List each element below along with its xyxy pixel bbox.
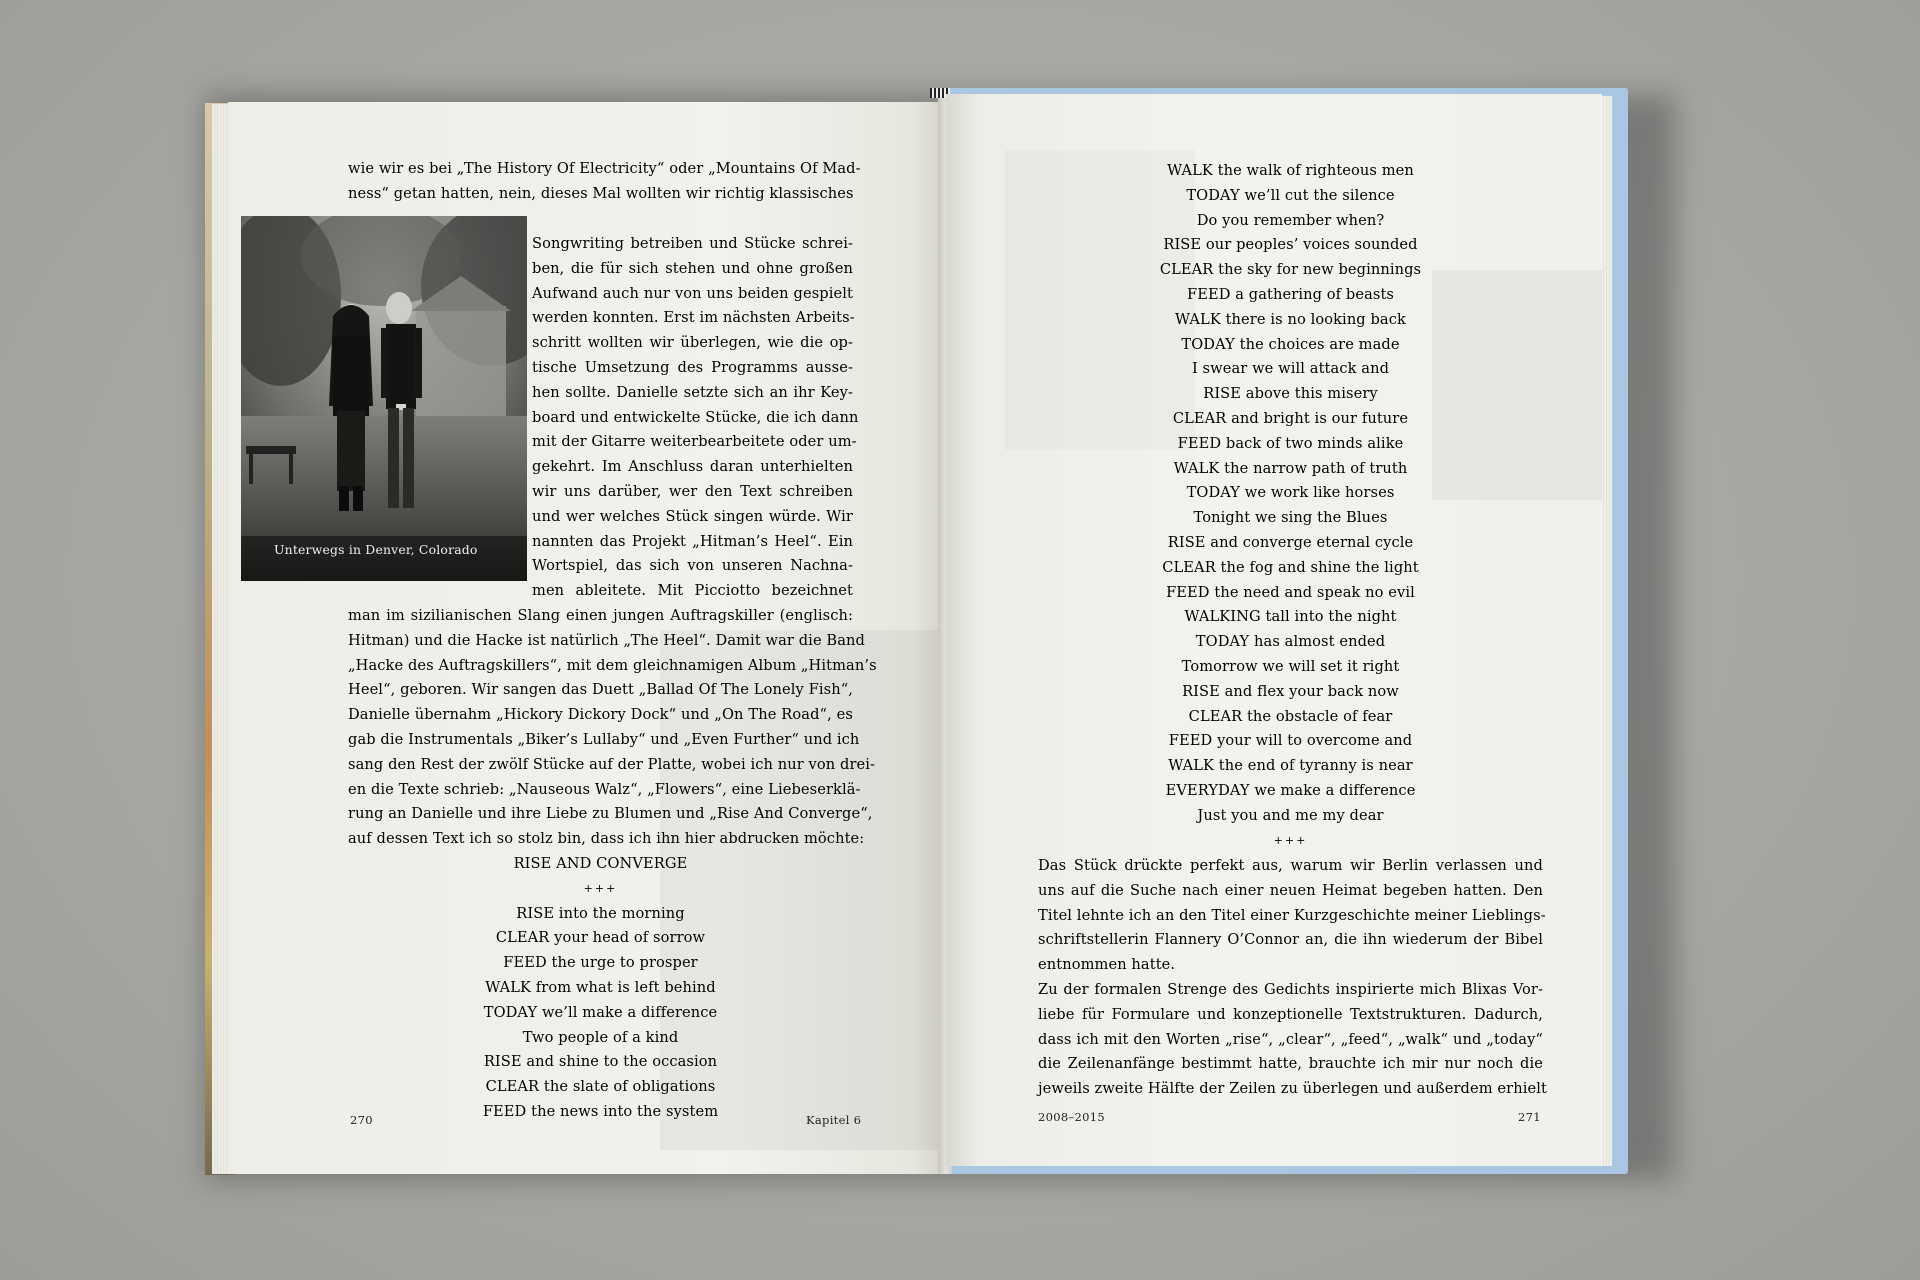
left-wrapped-text: [532, 232, 859, 604]
text-line: liebe für Formulare und konzeptionelle Textstrukturen. Dadurch,: [1038, 1005, 1543, 1023]
poem-line: RISE above this misery: [1203, 385, 1378, 403]
running-head-right: 2008–2015: [1038, 1110, 1105, 1124]
poem-line: CLEAR the fog and shine the light: [1162, 558, 1419, 576]
text-line: Aufwand auch nur von uns beiden gespielt: [532, 284, 853, 302]
text-line: Songwriting betreiben und Stücke schrei-: [532, 235, 853, 252]
poem-line: TODAY we work like horses: [1186, 484, 1395, 502]
text-line: Danielle übernahm „Hickory Dickory Dock“ und „On The Road“, es: [348, 706, 853, 724]
poem-line: WALK the narrow path of truth: [1173, 459, 1408, 477]
poem-line: Tonight we sing the Blues: [1193, 509, 1388, 527]
poem-line: FEED the need and speak no evil: [1166, 583, 1415, 601]
band-photo: [241, 216, 527, 581]
text-line: hen sollte. Danielle setzte sich an ihr Key-: [532, 383, 853, 401]
poem-line: Just you and me my dear: [1197, 806, 1384, 824]
text-line: Zu der formalen Strenge des Gedichts inspirierte mich Blixas Vor-: [1038, 980, 1543, 998]
poem-separator: +++: [583, 881, 618, 895]
poem-line: TODAY we’ll make a difference: [483, 1003, 718, 1021]
poem-line: CLEAR the obstacle of fear: [1188, 707, 1393, 725]
left-bottom-text: [348, 604, 877, 1125]
text-line: uns auf die Suche nach einer neuen Heimat begeben hatten. Den: [1038, 881, 1543, 899]
text-line: board und entwickelte Stücke, die ich dann: [532, 408, 859, 426]
text-line: wie wir es bei „The History Of Electricity“ oder „Mountains Of Mad-: [348, 160, 861, 177]
poem-line: FEED the news into the system: [482, 1102, 719, 1120]
poem-title: RISE AND CONVERGE: [513, 854, 688, 872]
poem-line: RISE and converge eternal cycle: [1167, 533, 1414, 551]
poem-separator: +++: [1273, 833, 1308, 847]
text-line: mit der Gitarre weiterbearbeitete oder um-: [532, 433, 857, 451]
text-line: und wer welches Stück singen würde. Wir: [532, 507, 853, 525]
poem-line: WALK there is no looking back: [1175, 310, 1406, 328]
poem-line: FEED a gathering of beasts: [1186, 285, 1395, 303]
text-line: men ableitete. Mit Picciotto bezeichnet: [532, 582, 853, 600]
text-line: schritt wollten wir überlegen, wie die op-: [532, 334, 853, 352]
text-line: die Zeilenanfänge bestimmt hatte, brauchte ich mir nur noch die: [1038, 1055, 1543, 1073]
poem-line: RISE and shine to the occasion: [483, 1053, 718, 1071]
text-line: auf dessen Text ich so stolz bin, dass ich ihn hier abdrucken möchte:: [348, 830, 865, 848]
page-number-left: 270: [350, 1113, 373, 1127]
poem-line: Tomorrow we will set it right: [1181, 657, 1400, 675]
text-line: dass ich mit den Worten „rise“, „clear“, „feed“, „walk“ und „today“: [1038, 1030, 1543, 1048]
photo-caption: Unterwegs in Denver, Colorado: [274, 542, 478, 557]
left-top-text: [348, 157, 861, 207]
right-poem: [1038, 159, 1543, 853]
text-line: werden konnten. Erst im nächsten Arbeits-: [532, 309, 855, 327]
poem-line: Two people of a kind: [522, 1028, 679, 1046]
poem-line: RISE and flex your back now: [1182, 682, 1399, 700]
poem-line: Do you remember when?: [1196, 211, 1385, 229]
poem-line: WALK from what is left behind: [485, 978, 716, 996]
text-line: tische Umsetzung des Programms ausse-: [532, 358, 853, 376]
poem-line: CLEAR and bright is our future: [1172, 409, 1409, 427]
text-line: Titel lehnte ich an den Titel einer Kurzgeschichte meiner Lieblings-: [1038, 906, 1546, 924]
text-line: nannten das Projekt „Hitman’s Heel“. Ein: [532, 532, 853, 550]
text-line: en die Texte schrieb: „Nauseous Walz“, „Flowers“, eine Liebeserklä-: [348, 780, 861, 798]
page-number-right: 271: [1518, 1110, 1541, 1124]
text-line: rung an Danielle und ihre Liebe zu Blumen und „Rise And Converge“,: [348, 805, 873, 823]
poem-line: CLEAR your head of sorrow: [495, 929, 706, 947]
poem-line: FEED back of two minds alike: [1177, 434, 1404, 452]
text-line: „Hacke des Auftragskillers“, mit dem gleichnamigen Album „Hitman’s: [348, 656, 877, 674]
poem-line: WALKING tall into the night: [1184, 608, 1397, 626]
text-line: ben, die für sich stehen und ohne großen: [532, 259, 853, 277]
poem-line: I swear we will attack and: [1191, 360, 1390, 378]
text-line: gab die Instrumentals „Biker’s Lullaby“ und „Even Further“ und ich: [348, 730, 860, 748]
poem-line: CLEAR the slate of obligations: [485, 1078, 716, 1096]
poem-line: RISE our peoples’ voices sounded: [1163, 236, 1418, 254]
poem-line: TODAY has almost ended: [1195, 633, 1386, 651]
text-line: ness“ getan hatten, nein, dieses Mal wollten wir richtig klassisches: [348, 184, 854, 202]
photo-image: [241, 216, 527, 581]
text-line: Das Stück drückte perfekt aus, warum wir Berlin verlassen und: [1038, 857, 1543, 874]
text-line: entnommen hatte.: [1038, 956, 1176, 974]
text-line: Hitman) und die Hacke ist natürlich „The Heel“. Damit war die Band: [348, 631, 865, 649]
right-prose: [1038, 854, 1547, 1102]
text-line: Wortspiel, das sich von unseren Nachna-: [532, 557, 853, 575]
poem-line: TODAY we’ll cut the silence: [1186, 186, 1395, 204]
poem-line: RISE into the morning: [516, 904, 685, 922]
poem-line: FEED the urge to prosper: [503, 954, 698, 972]
poem-line: FEED your will to overcome and: [1168, 732, 1413, 750]
poem-line: TODAY the choices are made: [1181, 335, 1400, 353]
text-line: man im sizilianischen Slang einen jungen Auftragskiller (englisch:: [348, 607, 853, 624]
poem-line: WALK the end of tyranny is near: [1168, 757, 1413, 775]
text-line: sang den Rest der zwölf Stücke auf der Platte, wobei ich nur von drei-: [348, 755, 876, 773]
poem-line: WALK the walk of righteous men: [1167, 162, 1414, 179]
poem-line: CLEAR the sky for new beginnings: [1159, 261, 1422, 279]
text-line: schriftstellerin Flannery O’Connor an, die ihn wiederum der Bibel: [1038, 931, 1543, 949]
poem-line: EVERYDAY we make a difference: [1165, 781, 1416, 799]
text-line: Heel“, geboren. Wir sangen das Duett „Ballad Of The Lonely Fish“,: [348, 681, 853, 699]
text-line: jeweils zweite Hälfte der Zeilen zu überlegen und außerdem erhielt: [1038, 1080, 1547, 1098]
text-line: wir uns darüber, wer den Text schreiben: [532, 482, 853, 500]
text-line: gekehrt. Im Anschluss daran unterhielten: [532, 458, 853, 476]
running-head-left: Kapitel 6: [806, 1113, 862, 1127]
